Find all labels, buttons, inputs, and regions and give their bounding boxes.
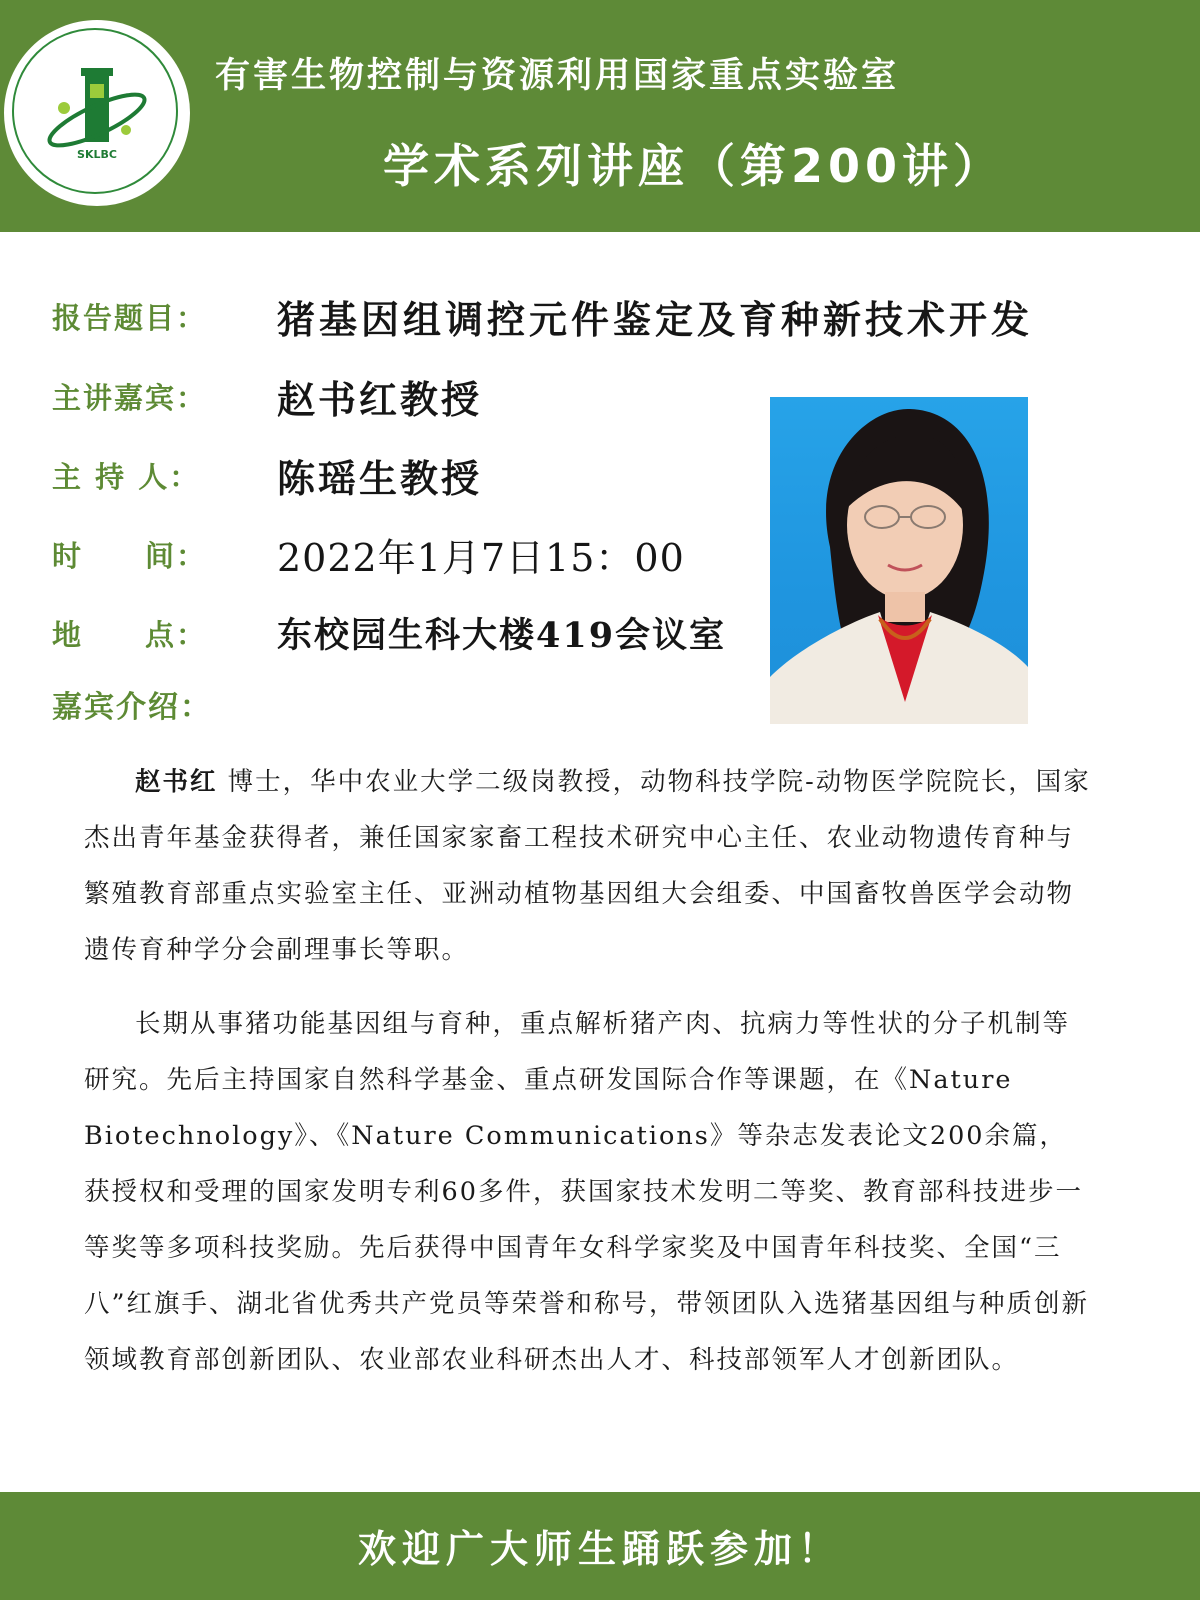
bio-paragraph-1 [84, 754, 1094, 978]
host-value: 陈瑶生教授 [277, 455, 483, 501]
welcome-message: 欢迎广大师生踊跃参加！ [357, 1527, 842, 1571]
bio-text-1: 博士，华中农业大学二级岗教授，动物科技学院-动物医学院院长，国家杰出青年基金获得者，兼任国家家畜工程技术研究中心主任、农业动物遗传育种与繁殖教育部重点实验室主任、亚洲动植物基因组大会组委、中国畜牧兽医学会动物遗传育种学分会副理事长等职。 [84, 767, 1091, 965]
time-row [52, 526, 685, 582]
lecture-series-title: 学术系列讲座（第200讲） [383, 139, 1005, 193]
place-row [52, 605, 726, 661]
speaker-row [52, 368, 482, 424]
logo-abbreviation: SKLBC [77, 148, 117, 161]
topic-label: 报告题目： [52, 300, 208, 335]
speaker-value: 赵书红教授 [277, 376, 483, 422]
speaker-name-bold: 赵书红 [135, 767, 218, 797]
lab-logo [4, 20, 190, 206]
speaker-portrait-icon [770, 397, 1028, 724]
bio-text-2: 长期从事猪功能基因组与育种，重点解析猪产肉、抗病力等性状的分子机制等研究。先后主持国家自然科学基金、重点研发国际合作等课题，在《Nature Biotechnology》、《Nature Communications》等杂志发表论文200余篇，获授权和受理的国家发明专利60多件，获国家技术发明二等奖、教育部科技进步一等奖等多项科技奖励。先后获得中国青年女科学家奖及中国青年科技奖、全国“三八”红旗手、湖北省优秀共产党员等荣誉和称号，带领团队入选猪基因组与种质创新领域教育部创新团队、农业部农业科研杰出人才、科技部领军人才创新团队。 [84, 1009, 1090, 1375]
speaker-intro-heading: 嘉宾介绍： [52, 690, 212, 725]
host-row [52, 447, 482, 503]
header-banner [0, 0, 1200, 232]
place-label: 地 点： [52, 617, 208, 652]
host-label: 主 持 人： [52, 459, 201, 494]
place-value: 东校园生科大楼419会议室 [277, 615, 727, 656]
speaker-label: 主讲嘉宾： [52, 380, 208, 415]
time-value: 2022年1月7日15：00 [277, 535, 685, 580]
footer-banner [0, 1492, 1200, 1600]
topic-row [52, 288, 1033, 344]
lab-name-title: 有害生物控制与资源利用国家重点实验室 [215, 56, 900, 96]
time-label: 时 间： [52, 538, 208, 573]
topic-value: 猪基因组调控元件鉴定及育种新技术开发 [277, 296, 1034, 342]
speaker-photo [770, 397, 1028, 724]
bio-paragraph-2 [84, 996, 1094, 1388]
